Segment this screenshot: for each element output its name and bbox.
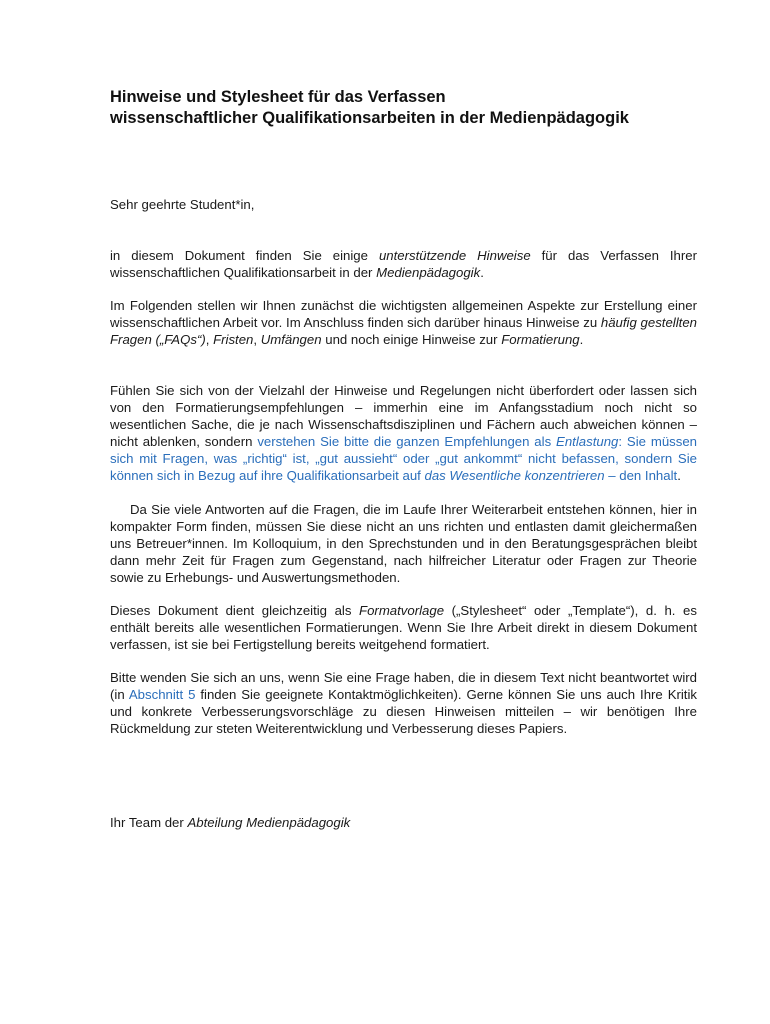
salutation: Sehr geehrte Student*in, bbox=[110, 197, 255, 212]
department-name: Abteilung Medienpädagogik bbox=[187, 815, 351, 830]
link-text: : Sie müssen sich mit Fragen, was „richtig“ ist, „gut aussieht“ oder „gut ankommt“ nicht befassen, sondern Sie können sich in Bezug auf ihre Qualifikationsarbeit auf bbox=[110, 434, 698, 483]
text-run: . bbox=[579, 332, 584, 347]
text-run: für das Verfassen Ihrer wissenschaftlichen Qualifikationsarbeit in der bbox=[110, 248, 697, 280]
title-line-1: Hinweise und Stylesheet für das Verfassen bbox=[110, 88, 446, 106]
section-5-link[interactable]: Abschnitt 5 bbox=[128, 687, 196, 702]
paragraph-intro bbox=[110, 247, 697, 281]
link-emphasis: Entlastung bbox=[556, 434, 619, 449]
text-run: Bitte wenden Sie sich an uns, wenn Sie eine Frage haben, die in diesem Text nicht beantwortet wird (in bbox=[110, 670, 697, 702]
text-run: . bbox=[480, 265, 484, 280]
text-run: Fühlen Sie sich von der Vielzahl der Hinweise und Regelungen nicht überfordert oder lassen sich von den Formatierungsempfehlungen – immerhin eine im Anfangsstadium noch nicht so wesentlichen Sache, die je nach Wissenschaftsdisziplinen und Fächern auch abweichen können – nicht ablenken, sondern bbox=[110, 383, 697, 449]
document-title bbox=[110, 87, 697, 129]
text-run: in diesem Dokument finden Sie einige bbox=[110, 248, 379, 263]
emphasis: Fristen bbox=[213, 332, 254, 347]
emphasis: Umfängen bbox=[260, 332, 322, 347]
closing bbox=[110, 814, 697, 831]
emphasis: Formatvorlage bbox=[359, 603, 445, 618]
text-run: („Stylesheet“ oder „Template“), d. h. es enthält bereits alle wesentlichen Formatierungen. Wenn Sie Ihre Arbeit direkt in diesem Dokument verfassen, ist sie bei Fertigstellung bereits weitgehend formatiert. bbox=[110, 603, 697, 652]
paragraph-overview bbox=[110, 297, 697, 348]
emphasis: häufig gestellten Fragen („FAQs“) bbox=[110, 315, 697, 347]
text-run: , bbox=[253, 332, 261, 347]
link-text: – den Inhalt bbox=[604, 468, 678, 483]
text-run: Im Folgenden stellen wir Ihnen zunächst die wichtigsten allgemeinen Aspekte zur Erstellung einer wissenschaftlichen Arbeit vor. Im Anschluss finden sich darüber hinaus Hinweise zu bbox=[110, 298, 697, 330]
paragraph-relief bbox=[110, 382, 697, 484]
link-text: verstehen Sie bitte die ganzen Empfehlungen als bbox=[257, 434, 557, 449]
text-run: und noch einige Hinweise zur bbox=[321, 332, 502, 347]
text-run: Dieses Dokument dient gleichzeitig als bbox=[110, 603, 360, 618]
emphasis: Medienpädagogik bbox=[376, 265, 481, 280]
text-run: finden Sie geeignete Kontaktmöglichkeiten). Gerne können Sie uns auch Ihre Kritik und konkrete Verbesserungsvorschläge zu diesen Hinweisen mitteilen – wir benötigen Ihre Rückmeldung zur steten Weiterentwicklung und Verbesserung dieses Papiers. bbox=[110, 687, 697, 736]
text-run: Da Sie viele Antworten auf die Fragen, die im Laufe Ihrer Weiterarbeit entstehen können, hier in kompakter Form finden, müssen Sie diese nicht an uns richten und entlasten damit gleichermaßen uns Betreuer*innen. Im Kolloquium, in den Sprechstunden und in den Beratungsgesprächen bleibt dann mehr Zeit für Fragen zum Gegenstand, nach hilfreicher Literatur oder Fragen zur Theorie sowie zu Erhebungs- und Auswertungsmethoden. bbox=[110, 502, 697, 585]
paragraph-answers bbox=[110, 501, 697, 586]
emphasis: Formatierung bbox=[501, 332, 580, 347]
link-emphasis: das Wesentliche konzentrieren bbox=[424, 468, 605, 483]
paragraph-template bbox=[110, 602, 697, 653]
emphasis: unterstützende Hinweise bbox=[378, 248, 531, 263]
text-run: . bbox=[677, 468, 681, 483]
paragraph-contact bbox=[110, 669, 697, 737]
title-line-2: wissenschaftlicher Qualifikationsarbeiten in der Medienpädagogik bbox=[110, 109, 629, 127]
text-run: , bbox=[205, 332, 214, 347]
text-run: Ihr Team der bbox=[110, 815, 188, 830]
